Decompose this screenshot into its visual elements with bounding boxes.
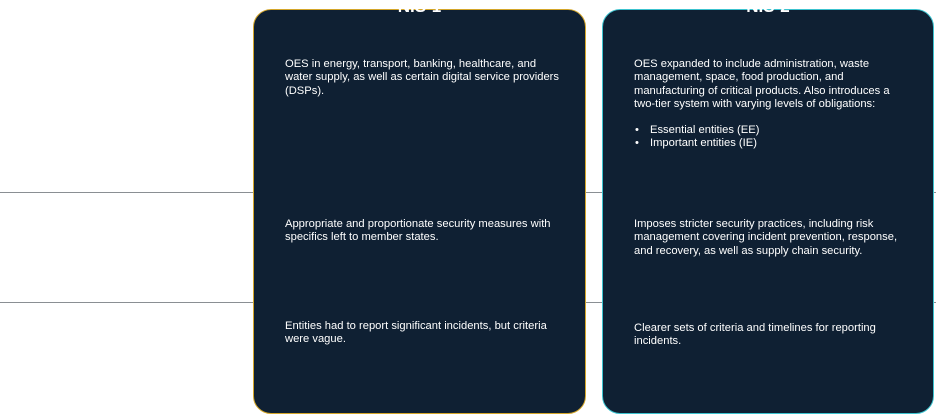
nis2-security-text: Imposes stricter security practices, including risk management covering incident prevention, response, and recovery, as well as supply chain security. [634,218,898,257]
nis1-column-title: NIS-1 [397,0,442,16]
bullet-icon: • [635,137,639,150]
list-item [634,124,909,137]
nis2-column-title: NIS-2 [746,0,790,16]
bullet-icon: • [635,123,639,136]
entity-tier-list [634,124,909,151]
list-item-label: Important entities (IE) [650,137,757,150]
nis2-scope-text: OES expanded to include administration, waste management, space, food production, and manufacturing of critical products. Also introduces a two-tier system with varying levels of obligations: [634,58,890,111]
nis1-column-card [253,0,586,414]
nis1-security-text: Appropriate and proportionate security measures with specifics left to member states. [285,218,551,244]
nis2-reporting-text: Clearer sets of criteria and timelines for reporting incidents. [634,322,876,348]
nis1-scope-text: OES in energy, transport, banking, healthcare, and water supply, as well as certain digital service providers (DSPs). [285,58,559,97]
nis2-scope-cell [634,58,909,150]
list-item-label: Essential entities (EE) [650,123,760,136]
nis1-reporting-text: Entities had to report significant incidents, but criteria were vague. [285,320,547,346]
list-item [634,137,909,150]
nis2-column-card [602,0,934,414]
